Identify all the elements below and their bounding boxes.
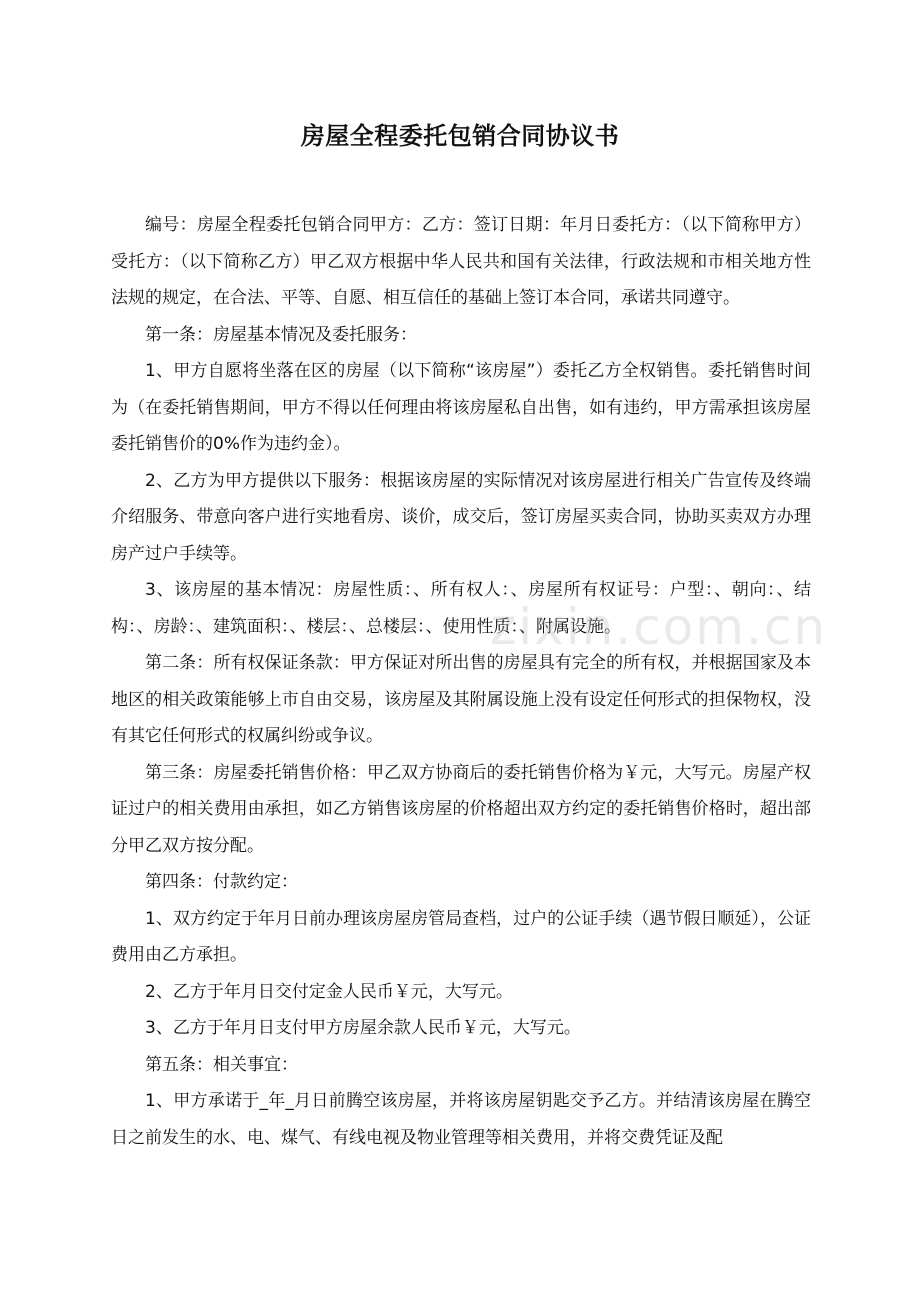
paragraph-article-4-item-1: 1、双方约定于年月日前办理该房屋房管局查档，过户的公证手续（遇节假日顺延），公证费用由乙方承担。 (111, 908, 811, 965)
paragraph-article-4-heading: 第四条：付款约定： (145, 872, 298, 892)
paragraph-article-4-item-3: 3、乙方于年月日支付甲方房屋余款人民币￥元，大写元。 (145, 1018, 581, 1038)
paragraph-article-1-heading: 第一条：房屋基本情况及委托服务： (145, 324, 417, 345)
document-body (111, 207, 811, 1156)
paragraph-article-4-item-2: 2、乙方于年月日交付定金人民币￥元，大写元。 (145, 981, 513, 1002)
paragraph-article-3: 第三条：房屋委托销售价格：甲乙双方协商后的委托销售价格为￥元，大写元。房屋产权证过户的相关费用由承担，如乙方销售该房屋的价格超出双方约定的委托销售价格时，超出部分甲乙双方按分配。 (111, 762, 811, 856)
paragraph-article-1-item-1: 1、甲方自愿将坐落在区的房屋（以下简称“该房屋”）委托乙方全权销售。委托销售时间为（在委托销售期间，甲方不得以任何理由将该房屋私自出售，如有违约，甲方需承担该房屋委托销售价的0%作为违约金）。 (111, 361, 811, 454)
paragraph-article-5-item-1: 1、甲方承诺于_年_月日前腾空该房屋，并将该房屋钥匙交予乙方。并结清该房屋在腾空日之前发生的水、电、煤气、有线电视及物业管理等相关费用，并将交费凭证及配 (111, 1091, 811, 1148)
paragraph-article-2: 第二条：所有权保证条款：甲方保证对所出售的房屋具有完全的所有权，并根据国家及本地区的相关政策能够上市自由交易，该房屋及其附属设施上没有设定任何形式的担保物权，没有其它任何形式的权属纠纷或争议。 (111, 653, 811, 746)
watermark-text: zixin.com.cn (490, 598, 828, 656)
paragraph-article-5-heading: 第五条：相关事宜： (145, 1054, 298, 1075)
document-title: 房屋全程委托包销合同协议书 (300, 122, 620, 150)
paragraph-article-1-item-2: 2、乙方为甲方提供以下服务：根据该房屋的实际情况对该房屋进行相关广告宣传及终端介绍服务、带意向客户进行实地看房、谈价，成交后，签订房屋买卖合同，协助买卖双方办理房产过户手续等。 (111, 470, 811, 564)
paragraph-article-1-item-3: 3、该房屋的基本情况：房屋性质：、所有权人：、房屋所有权证号：户型：、朝向：、结构：、房龄：、建筑面积：、楼层：、总楼层：、使用性质：、附属设施。 (111, 580, 811, 637)
paragraph-preamble: 编号：房屋全程委托包销合同甲方：乙方：签订日期：年月日委托方：（以下简称甲方）受托方：（以下简称乙方）甲乙双方根据中华人民共和国有关法律，行政法规和市相关地方性法规的规定，在合法、平等、自愿、相互信任的基础上签订本合同，承诺共同遵守。 (111, 215, 811, 308)
